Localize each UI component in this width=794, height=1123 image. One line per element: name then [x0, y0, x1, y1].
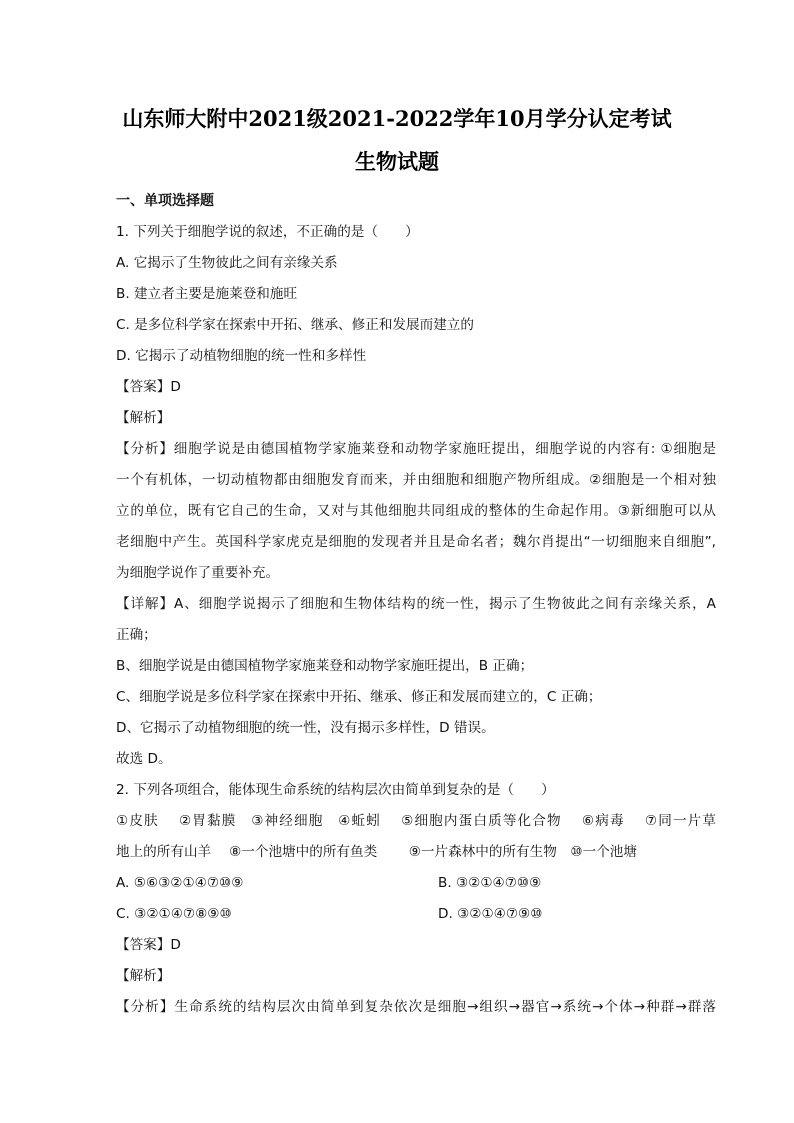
items-line: ①皮肤 ②胃黏膜 ③神经细胞 ④蚯蚓 ⑤细胞内蛋白质等化合物 ⑥病毒 ⑦同一片草	[116, 813, 716, 829]
analysis-label: 【解析】	[116, 968, 171, 984]
exam-content	[116, 186, 716, 1023]
analysis-line: 【分析】生命系统的结构层次由简单到复杂依次是细胞→组织→器官→系统→个体→种群→群落	[116, 999, 716, 1015]
options-row	[116, 899, 716, 930]
detail-line: 故选 D。	[116, 751, 172, 767]
option-c: C. ③②①④⑦⑧⑨⑩	[116, 906, 232, 922]
detail-line: D、它揭示了动植物细胞的统一性，没有揭示多样性，D 错误。	[116, 720, 495, 736]
option-d: D. ③②①④⑦⑨⑩	[438, 906, 543, 922]
items-line: 地上的所有山羊 ⑧一个池塘中的所有鱼类 ⑨一片森林中的所有生物 ⑩一个池塘	[116, 844, 637, 860]
answer: 【答案】D	[116, 379, 181, 395]
detail-line: 正确；	[116, 627, 157, 643]
option-d: D. 它揭示了动植物细胞的统一性和多样性	[116, 348, 367, 364]
analysis-line: 老细胞中产生。英国科学家虎克是细胞的发现者并且是命名者；魏尔肖提出“一切细胞来自细胞”,	[116, 534, 716, 550]
detail-line: C、细胞学说是多位科学家在探索中开拓、继承、修正和发展而建立的，C 正确；	[116, 689, 602, 705]
analysis-label: 【解析】	[116, 410, 171, 426]
detail-line: B、细胞学说是由德国植物学家施莱登和动物学家施旺提出，B 正确；	[116, 658, 534, 674]
options-row	[116, 868, 716, 899]
section-heading: 一、单项选择题	[116, 193, 214, 209]
option-a: A. ⑤⑥③②①④⑦⑩⑨	[116, 875, 244, 891]
question-2	[116, 775, 716, 1023]
option-b: B. 建立者主要是施莱登和施旺	[116, 286, 298, 302]
analysis-line: 【分析】细胞学说是由德国植物学家施莱登和动物学家施旺提出，细胞学说的内容有: ①细胞是	[116, 441, 716, 457]
analysis-line: 为细胞学说作了重要补充。	[116, 565, 280, 581]
analysis-line: 立的单位，既有它自己的生命，又对与其他细胞共同组成的整体的生命起作用。③新细胞可以从	[116, 503, 716, 519]
analysis-line: 一个有机体，一切动植物都由细胞发育而来，并由细胞和细胞产物所组成。②细胞是一个相对独	[116, 472, 716, 488]
exam-title: 山东师大附中2021级2021-2022学年10月学分认定考试	[122, 106, 672, 131]
question-stem: 2. 下列各项组合，能体现生命系统的结构层次由简单到复杂的是（ ）	[116, 782, 555, 798]
option-c: C. 是多位科学家在探索中开拓、继承、修正和发展而建立的	[116, 317, 474, 333]
answer: 【答案】D	[116, 937, 181, 953]
option-a: A. 它揭示了生物彼此之间有亲缘关系	[116, 255, 338, 271]
option-b: B. ③②①④⑦⑩⑨	[438, 875, 542, 891]
exam-subject-title: 生物试题	[355, 149, 439, 174]
detail-line: 【详解】A、细胞学说揭示了细胞和生物体结构的统一性，揭示了生物彼此之间有亲缘关系，A	[116, 596, 716, 612]
question-stem: 1. 下列关于细胞学说的叙述，不正确的是（ ）	[116, 224, 419, 240]
question-1	[116, 217, 716, 775]
